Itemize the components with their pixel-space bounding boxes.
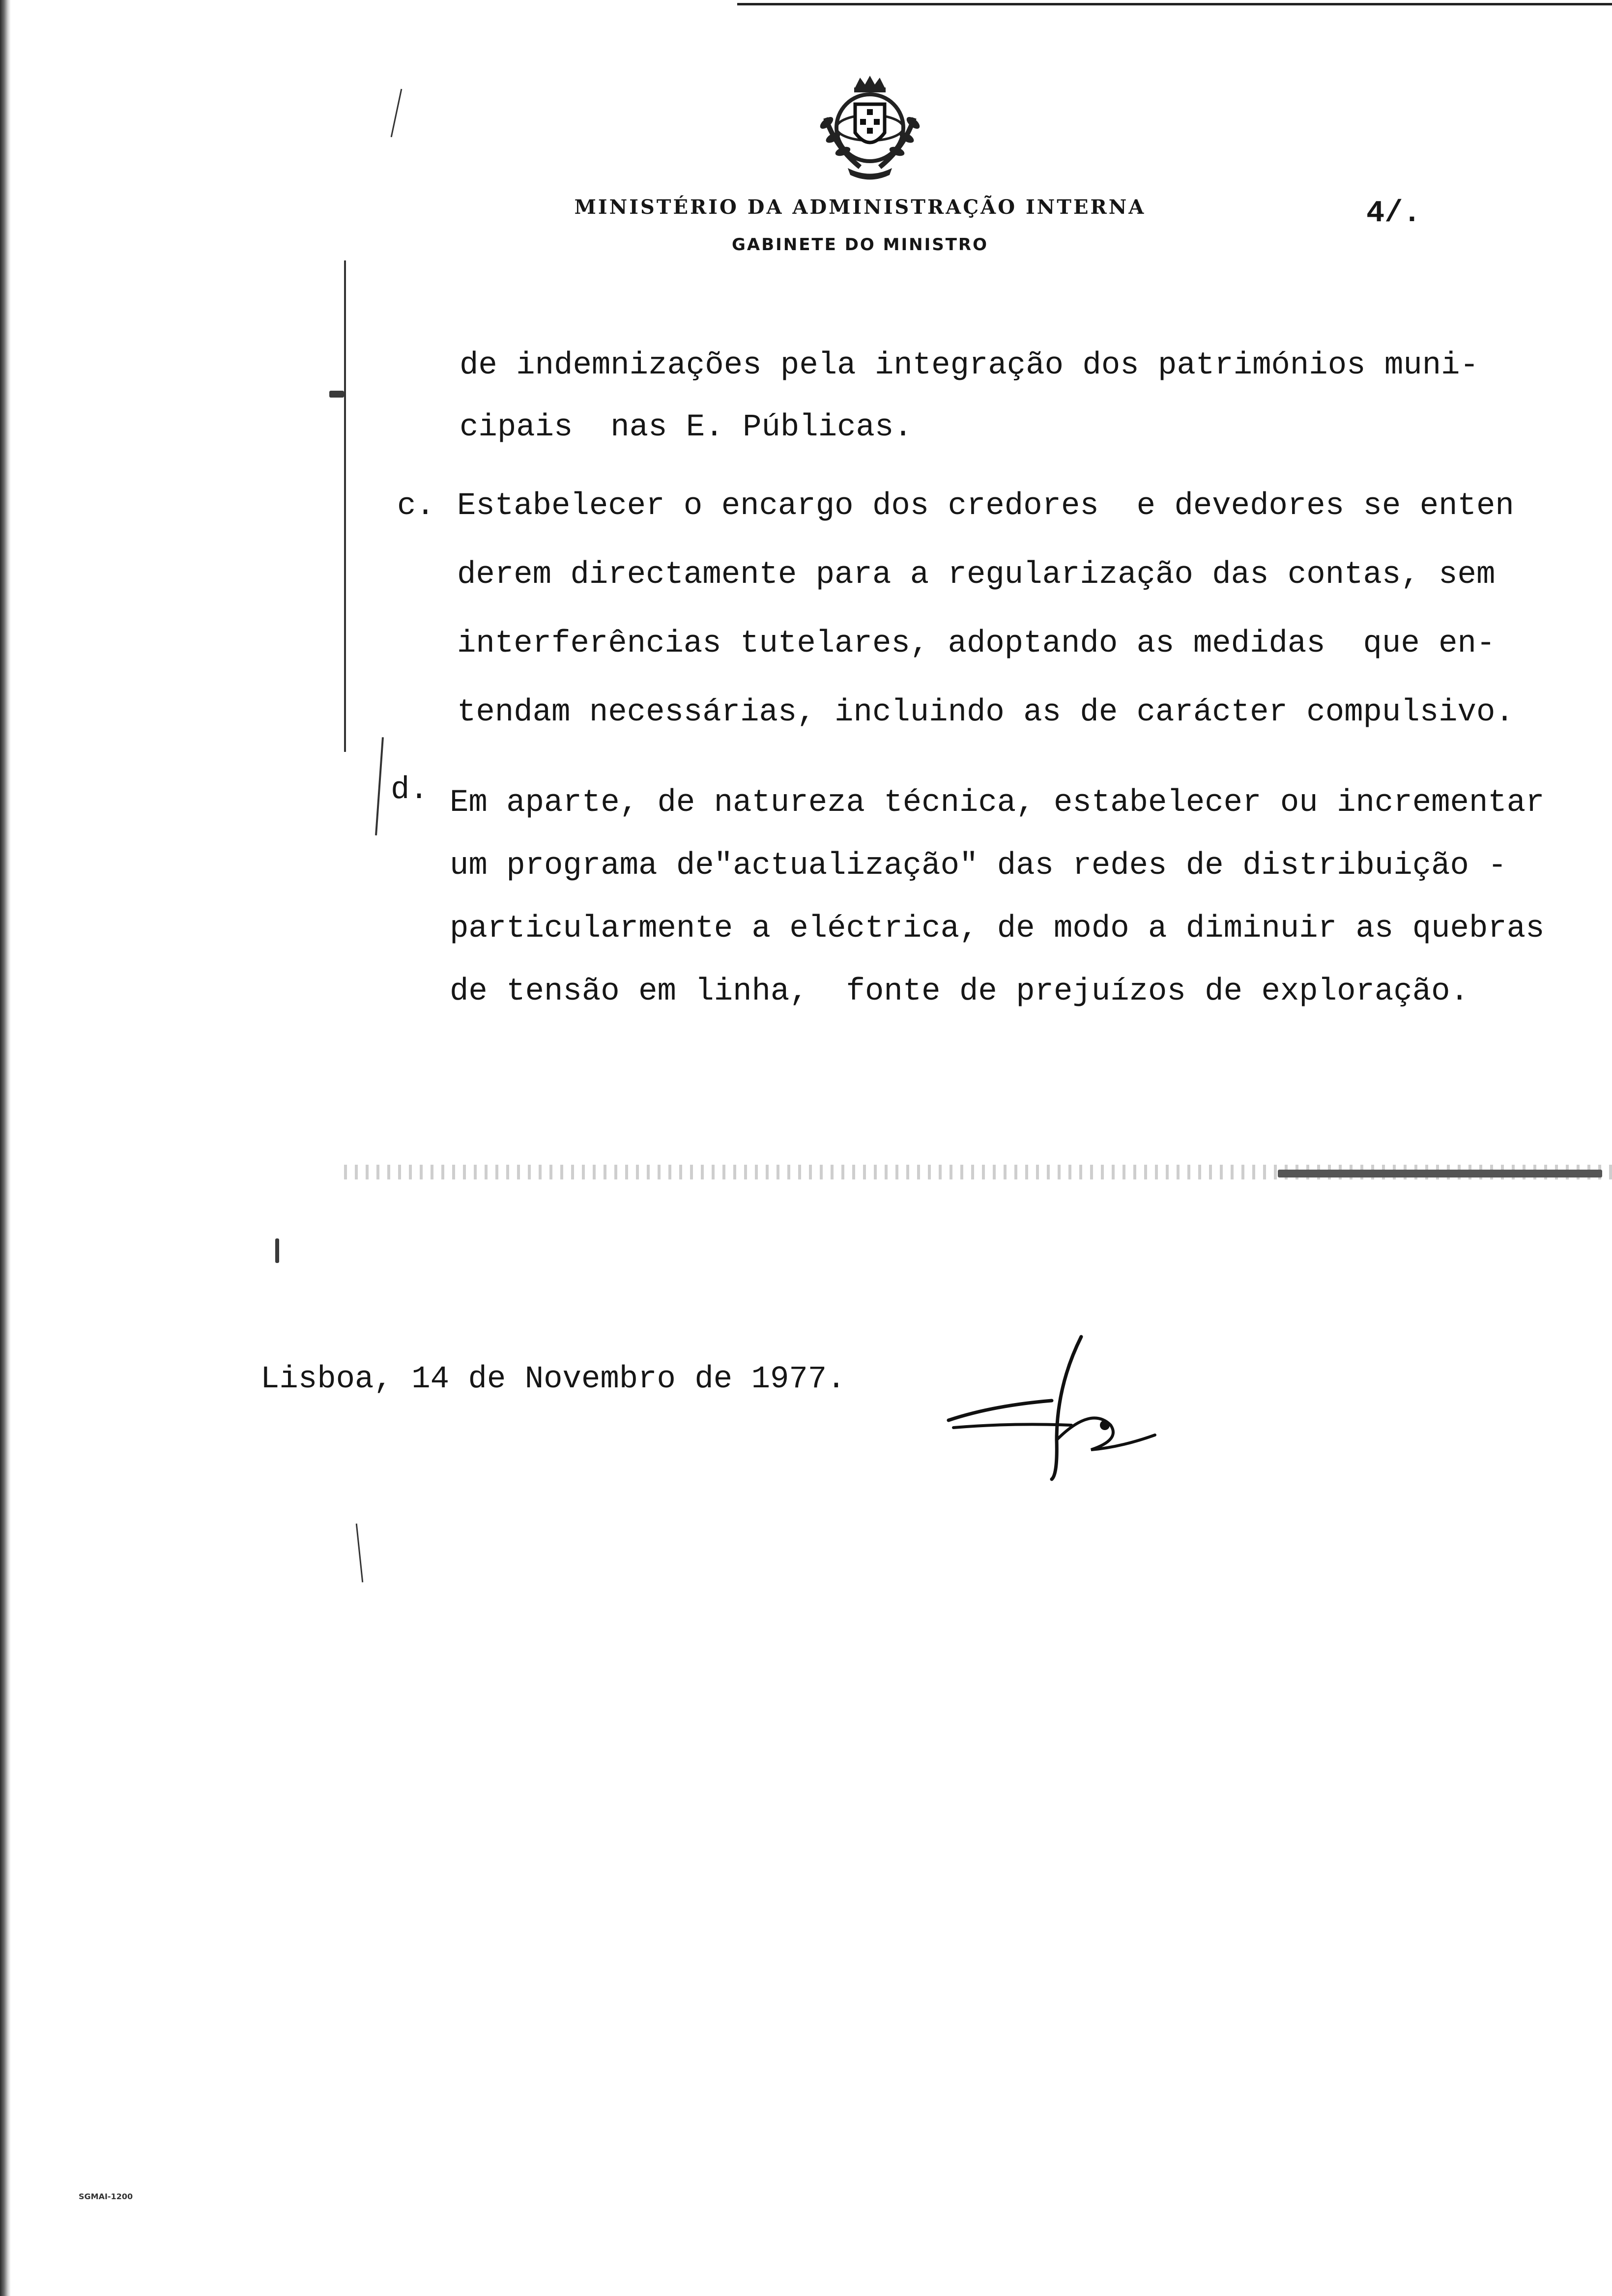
scan-left-edge xyxy=(0,0,11,2296)
body-line: Em aparte, de natureza técnica, estabelecer ou incrementar xyxy=(450,785,1545,821)
scan-top-rule xyxy=(737,3,1612,5)
margin-line xyxy=(375,737,384,835)
body-line: tendam necessárias, incluindo as de carácter compulsivo. xyxy=(457,695,1514,730)
margin-line xyxy=(391,89,403,137)
date-line: Lisboa, 14 de Novembro de 1977. xyxy=(260,1362,846,1397)
smudge xyxy=(329,391,344,398)
ministry-name: MINISTÉRIO DA ADMINISTRAÇÃO INTERNA xyxy=(574,196,1146,219)
body-line: particularmente a eléctrica, de modo a diminuir as quebras xyxy=(450,911,1545,947)
portuguese-coat-of-arms-icon xyxy=(806,74,934,182)
body-line: derem directamente para a regularização das contas, sem xyxy=(457,557,1496,593)
form-code: SGMAI-1200 xyxy=(79,2192,133,2201)
item-marker-d: d. xyxy=(391,773,429,808)
handwritten-signature xyxy=(944,1327,1170,1489)
item-marker-c: c. xyxy=(397,488,435,524)
page-number: 4/. xyxy=(1366,196,1421,230)
body-line: cipais nas E. Públicas. xyxy=(460,410,913,445)
smudge xyxy=(275,1238,279,1263)
cabinet-name: GABINETE DO MINISTRO xyxy=(731,235,989,255)
body-line: interferências tutelares, adoptando as medidas que en- xyxy=(457,626,1496,661)
body-line: Estabelecer o encargo dos credores e devedores se enten xyxy=(457,488,1514,524)
margin-line xyxy=(344,260,346,752)
body-line: de tensão em linha, fonte de prejuízos de exploração. xyxy=(450,974,1469,1009)
body-line: de indemnizações pela integração dos patrimónios muni- xyxy=(460,348,1479,383)
smudge xyxy=(1278,1170,1602,1177)
body-line: um programa de"actualização" das redes de distribuição - xyxy=(450,848,1507,884)
margin-line xyxy=(356,1523,364,1582)
